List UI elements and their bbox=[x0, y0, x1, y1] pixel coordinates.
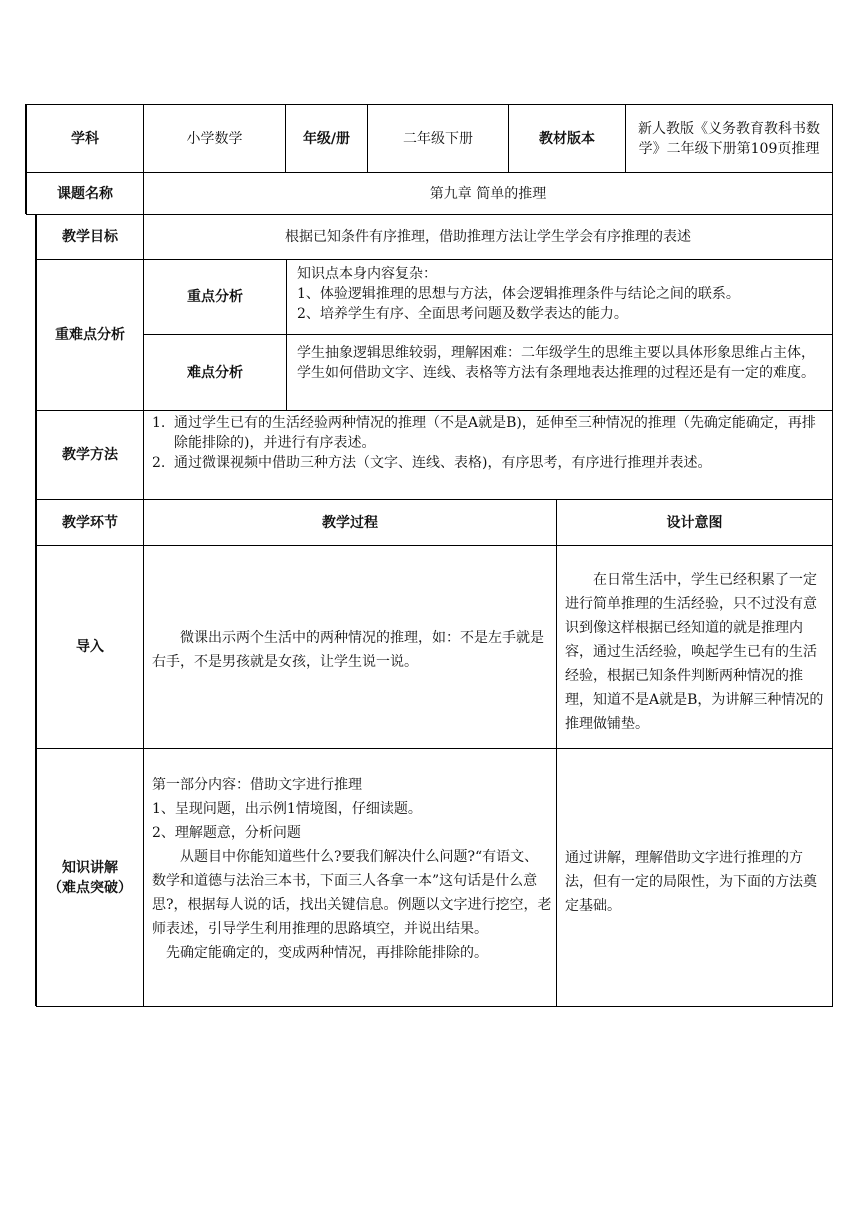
knowledge-paragraph: 1、呈现问题，出示例1情境图，仔细读题。 bbox=[152, 801, 422, 817]
methods-label: 教学方法 bbox=[62, 447, 118, 463]
key-analysis-line: 知识点本身内容复杂： bbox=[297, 266, 437, 282]
methods-item-number: 1. bbox=[152, 415, 166, 431]
methods-item bbox=[152, 453, 828, 473]
knowledge-label-line1: 知识讲解 bbox=[62, 859, 118, 876]
methods-item-text: 通过微课视频中借助三种方法（文字、连线、表格)，有序思考，有序进行推理并表述。 bbox=[174, 455, 712, 471]
knowledge-label bbox=[37, 749, 143, 1006]
methods-list bbox=[152, 413, 828, 473]
methods-item bbox=[152, 413, 828, 453]
intro-label: 导入 bbox=[76, 639, 104, 655]
subject-value: 小学数学 bbox=[186, 130, 243, 147]
lesson-label: 课题名称 bbox=[57, 185, 113, 202]
key-analysis-content bbox=[293, 264, 831, 334]
difficulty-label: 重难点分析 bbox=[55, 327, 125, 343]
methods-item-number: 2. bbox=[152, 455, 166, 471]
hard-analysis-label: 难点分析 bbox=[187, 364, 243, 381]
knowledge-intent: 通过讲解，理解借助文字进行推理的方法，但有一定的局限性，为下面的方法奠定基础。 bbox=[565, 850, 817, 914]
subject-label: 学科 bbox=[71, 130, 99, 147]
objective-value: 根据已知条件有序推理，借助推理方法让学生学会有序推理的表述 bbox=[285, 229, 691, 245]
process-column-header: 教学过程 bbox=[322, 514, 378, 531]
stage-column-header: 教学环节 bbox=[62, 514, 118, 531]
knowledge-paragraph: 2、理解题意，分析问题 bbox=[152, 825, 301, 841]
key-analysis-line: 1、体验逻辑推理的思想与方法，体会逻辑推理条件与结论之间的联系。 bbox=[297, 286, 740, 302]
lesson-value: 第九章 简单的推理 bbox=[429, 185, 547, 202]
knowledge-paragraph: 先确定能确定的，变成两种情况，再排除能排除的。 bbox=[166, 945, 488, 961]
grade-value: 二年级下册 bbox=[403, 130, 473, 147]
methods-item-text: 通过学生已有的生活经验两种情况的推理（不是A就是B)，延伸至三种情况的推理（先确定能确定，再排除能排除的)，并进行有序表述。 bbox=[174, 415, 816, 451]
key-analysis-line: 2、培养学生有序、全面思考问题及数学表达的能力。 bbox=[297, 306, 628, 322]
knowledge-paragraph: 从题目中你能知道些什么?要我们解决什么问题?“有语文、数学和道德与法治三本书，下面三人各拿一本”这句话是什么意思?，根据每人说的话，找出关键信息。例题以文字进行挖空，老师表述，引导学生利用推理的思路填空，并说出结果。 bbox=[152, 849, 552, 937]
knowledge-process bbox=[148, 773, 556, 988]
methods-content bbox=[148, 413, 832, 497]
textbook-label: 教材版本 bbox=[539, 130, 595, 147]
intro-process: 微课出示两个生活中的两种情况的推理，如：不是左手就是右手，不是男孩就是女孩，让学生说一说。 bbox=[152, 630, 544, 670]
objective-label: 教学目标 bbox=[62, 229, 118, 245]
intro-intent: 在日常生活中，学生已经积累了一定进行简单推理的生活经验，只不过没有意识到像这样根据已经知道的就是推理内容，通过生活经验，唤起学生已有的生活经验，根据已知条件判断两种情况的推理，知道不是A就是B，为讲解三种情况的推理做铺垫。 bbox=[565, 572, 824, 732]
grade-label: 年级/册 bbox=[302, 130, 351, 147]
knowledge-paragraph: 第一部分内容：借助文字进行推理 bbox=[152, 777, 362, 793]
intent-column-header: 设计意图 bbox=[666, 514, 723, 531]
key-analysis-label: 重点分析 bbox=[187, 289, 243, 305]
hard-analysis-content: 学生抽象逻辑思维较弱，理解困难：二年级学生的思维主要以具体形象思维占主体，学生如何借助文字、连线、表格等方法有条理地表达推理的过程还是有一定的难度。 bbox=[297, 345, 815, 381]
textbook-value: 新人教版《义务教育教科书数学》二年级下册第109页推理 bbox=[638, 120, 820, 157]
knowledge-label-line2: （难点突破） bbox=[48, 879, 132, 896]
